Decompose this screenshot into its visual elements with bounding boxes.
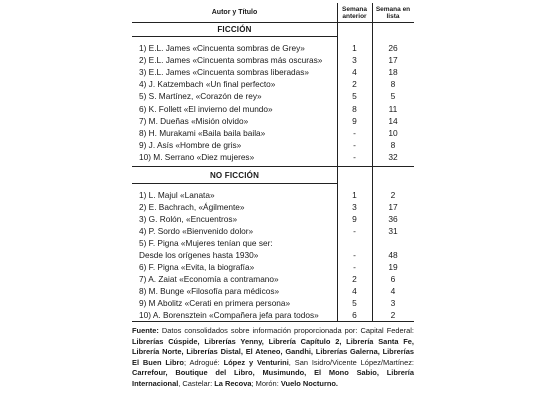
previous-week-rank: 4 [352,286,357,296]
fiction-title-rule [132,36,337,37]
weeks-on-list: 6 [390,274,396,284]
fiction-title: FICCIÓN [217,25,252,34]
bookstore-name: Carrefour, Boutique del Libro, Musimundo, El Mono Sabio, Librería Internacional [132,368,414,388]
weeks-on-list: 14 [388,115,398,126]
book-title: Desde los orígenes hasta 1930» [139,250,259,260]
previous-week-rank: - [353,226,356,236]
bookstore-name: López y Venturini [223,357,289,367]
previous-week-rank: 1 [352,190,357,200]
weeks-on-list: 2 [390,310,396,320]
book-title: 5) F. Pigna «Mujeres tenían que ser: [139,238,273,248]
weeks-on-list: 32 [388,151,398,162]
book-title: 7) A. Zaiat «Economía a contramano» [139,274,279,284]
previous-week-rank: - [353,250,356,260]
bestseller-table [132,3,414,401]
book-title: 1) L. Majul «Lanata» [139,190,215,200]
book-title: 10) M. Serrano «Diez mujeres» [139,151,255,162]
book-title: 8) M. Bunge «Filosofía para médicos» [139,286,280,296]
nonfiction-title-rule [132,183,337,184]
book-title: 1) E.L. James «Cincuenta sombras de Grey» [139,43,305,53]
source-fragment: ; Morón: [251,378,281,388]
book-title: 10) A. Borensztein «Compañera jefa para todos» [139,310,319,320]
source-fragment: , San Isidro/Vicente López/Martínez: [288,357,414,367]
header-previous-week: Semana anterior [342,5,367,20]
nonfiction-title: NO FICCIÓN [209,171,260,180]
weeks-on-list: 5 [390,91,396,102]
previous-week-rank: - [353,139,356,150]
previous-week-rank: 8 [352,103,357,114]
book-title: 6) F. Pigna «Evita, la biografía» [139,262,255,272]
source-label: Fuente: [132,326,159,335]
previous-week-rank: 3 [352,202,357,212]
weeks-on-list: 8 [390,139,396,150]
previous-week-rank: 9 [352,115,357,126]
weeks-on-list: 36 [388,214,398,224]
book-title: 3) G. Rolón, «Encuentros» [139,214,238,224]
bookstore-name: La Recova [214,378,252,388]
weeks-on-list: 31 [388,226,398,236]
book-title: 6) K. Follett «El invierno del mundo» [139,103,273,114]
weeks-on-list: 19 [388,262,398,272]
weeks-on-list: 10 [388,127,398,138]
weeks-on-list: 26 [388,43,398,53]
book-title: 9) M Abolitz «Cerati en primera persona» [139,298,291,308]
weeks-on-list: 17 [388,55,398,66]
bookstore-name: Vuelo Nocturno. [280,378,339,388]
source-note [132,326,414,389]
previous-week-rank: - [353,127,356,138]
source-fragment: Datos consolidados sobre información proporcionada por: Capital Federal: [158,326,414,335]
book-title: 5) S. Martínez, «Corazón de rey» [139,91,262,102]
book-title: 2) E.L. James «Cincuenta sombras más oscuras» [139,55,323,66]
previous-week-rank: 3 [352,55,357,66]
previous-week-rank: 9 [352,214,357,224]
column-divider [372,3,373,321]
weeks-on-list: 2 [390,190,396,200]
book-title: 4) P. Sordo «Bienvenido dolor» [139,226,254,236]
weeks-on-list: 18 [388,67,398,78]
previous-week-rank: - [353,151,356,162]
previous-week-rank: 4 [352,67,357,78]
source-text [132,326,414,388]
previous-week-rank: 2 [352,274,357,284]
column-divider [337,3,338,321]
nonfiction-bottom-rule [132,321,414,322]
book-title: 7) M. Dueñas «Misión olvido» [139,115,249,126]
bookstore-name: Librerías Cúspide, Librerías Yenny, Librería Capítulo 2, Librería Santa Fe, Librería Norte, Librerías Distal, El Ateneo, Gandhi, Librerías Galerna, Librerías El Buen Libro [132,336,414,367]
previous-week-rank: 5 [352,91,357,102]
weeks-on-list: 48 [388,250,398,260]
previous-week-rank: 5 [352,298,357,308]
book-title: 8) H. Murakami «Baila baila baila» [139,127,266,138]
previous-week-rank: 2 [352,79,357,90]
previous-week-rank: - [353,262,356,272]
book-title: 9) J. Asís «Hombre de gris» [139,139,242,150]
weeks-on-list: 11 [388,103,398,114]
source-fragment: , Castelar: [178,378,215,388]
book-title: 2) E. Bachrach, «Ágilmente» [139,202,245,212]
previous-week-rank: 6 [352,310,357,320]
weeks-on-list: 17 [388,202,398,212]
weeks-on-list: 3 [390,298,396,308]
header-weeks-on-list: Semana en lista [375,5,411,20]
book-title: 4) J. Katzembach «Un final perfecto» [139,79,276,90]
weeks-on-list: 8 [390,79,396,90]
previous-week-rank: 1 [352,43,357,53]
header-title: Autor y Título [211,9,258,16]
source-fragment: ; Adrogué: [183,357,224,367]
weeks-on-list: 4 [390,286,396,296]
book-title: 3) E.L. James «Cincuenta sombras liberadas» [139,67,310,78]
